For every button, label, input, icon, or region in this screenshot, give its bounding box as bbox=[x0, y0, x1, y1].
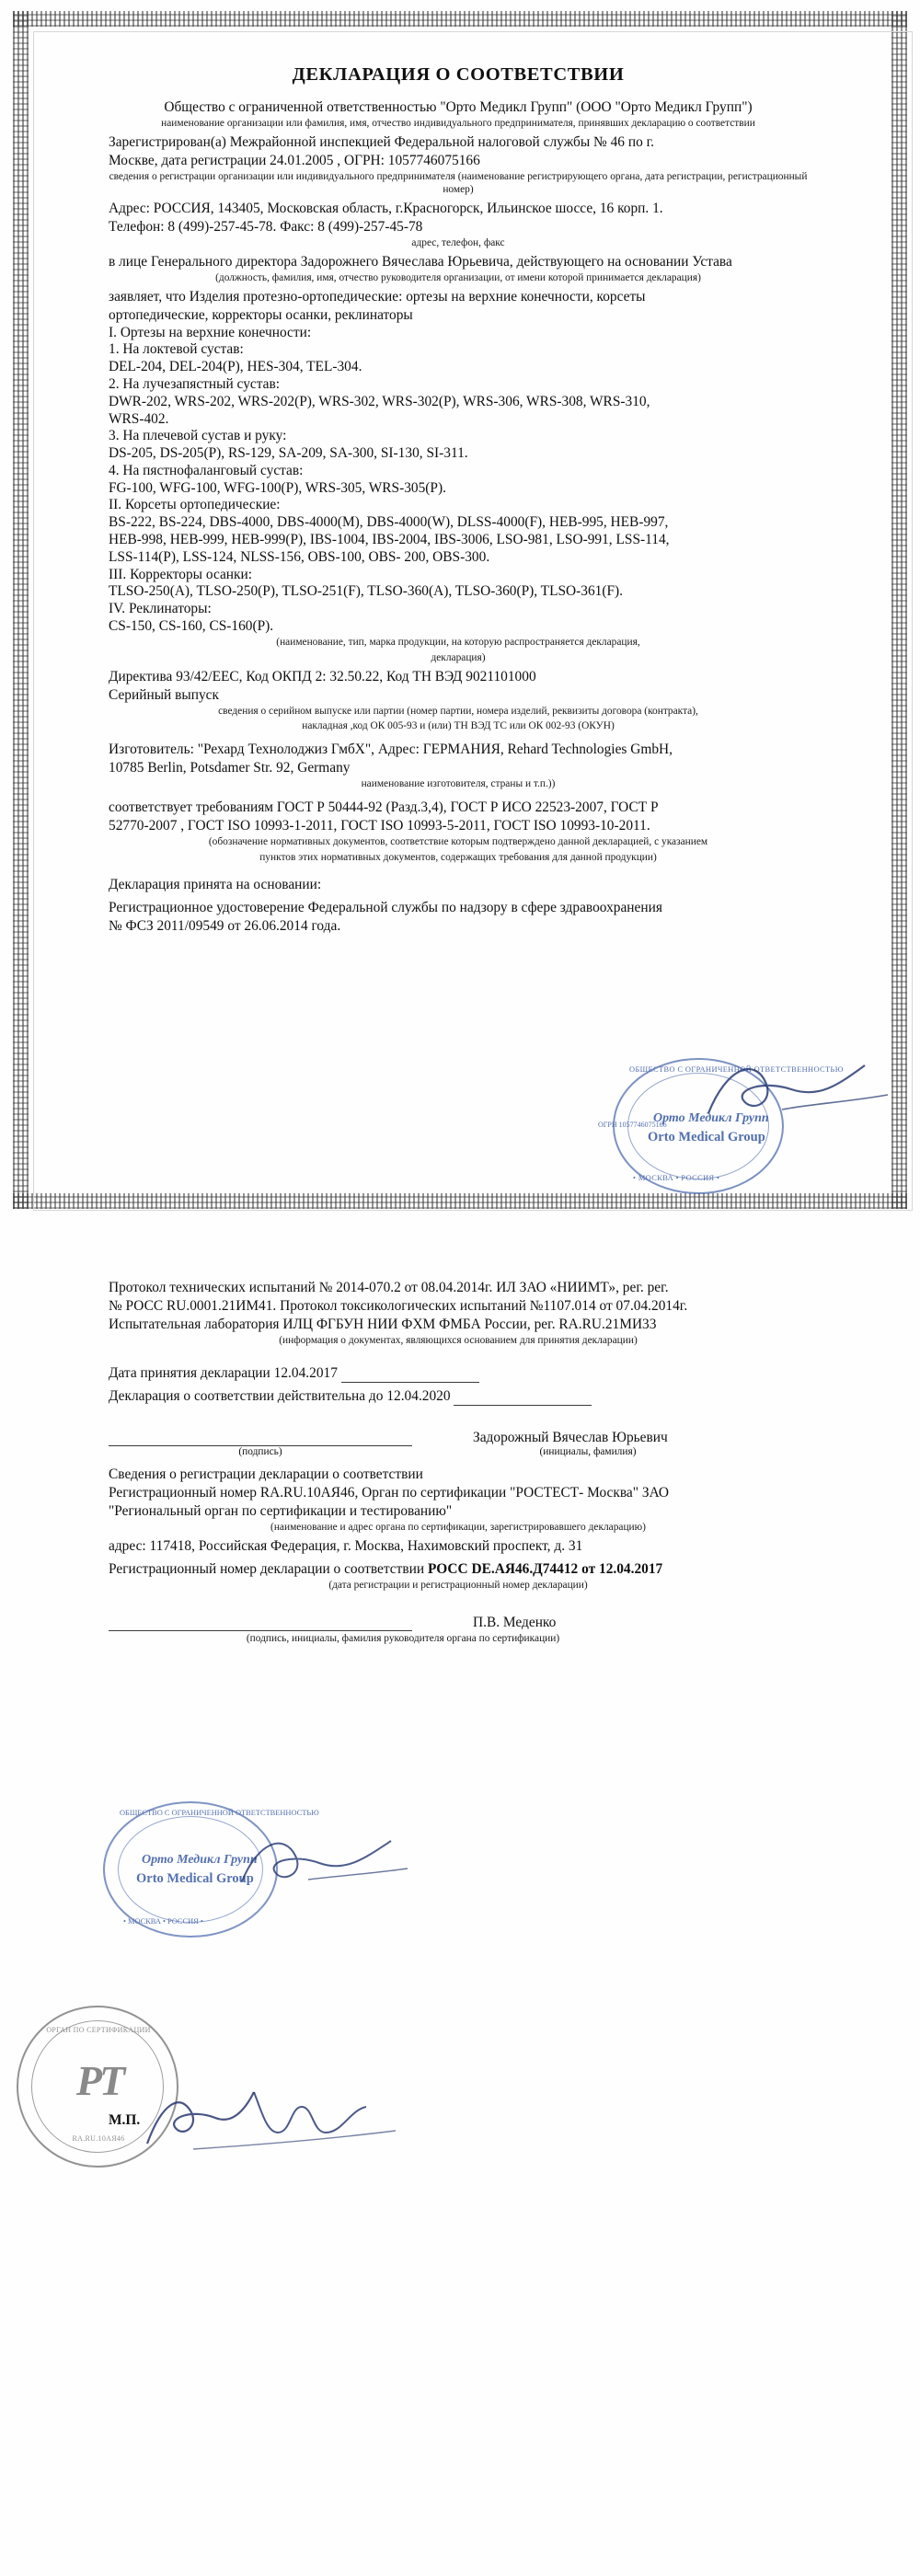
page-title: ДЕКЛАРАЦИЯ О СООТВЕТСТВИИ bbox=[292, 64, 625, 85]
representative-caption: (должность, фамилия, имя, отчество руководителя организации, от имени которой принимается декларация) bbox=[215, 271, 701, 283]
protocol-line-1: Протокол технических испытаний № 2014-070.2 от 08.04.2014г. ИЛ ЗАО «НИИМТ», рег. рег. bbox=[109, 1280, 669, 1295]
seal-inner-ring bbox=[31, 2020, 164, 2153]
accept-date-label: Дата принятия декларации bbox=[109, 1364, 270, 1381]
accept-date-rule bbox=[341, 1369, 479, 1383]
product-section-line: DWR-202, WRS-202, WRS-202(P), WRS-302, WRS-302(P), WRS-306, WRS-308, WRS-310, bbox=[109, 393, 650, 409]
seal-arc-top-text: ОБЩЕСТВО С ОГРАНИЧЕННОЙ ОТВЕТСТВЕННОСТЬЮ bbox=[629, 1065, 844, 1074]
seal-outer-ring bbox=[103, 1801, 278, 1938]
product-section-line: III. Корректоры осанки: bbox=[109, 566, 253, 582]
product-section-line: BS-222, BS-224, DBS-4000, DBS-4000(M), DBS-4000(W), DLSS-4000(F), HEB-995, HEB-997, bbox=[109, 514, 669, 531]
conformity-line-1: соответствует требованиям ГОСТ Р 50444-92 (Разд.3,4), ГОСТ Р ИСО 22523-2007, ГОСТ Р bbox=[109, 799, 659, 816]
seal-arc-bottom-text: • МОСКВА • РОССИЯ • bbox=[123, 1917, 203, 1926]
manufacturer-caption: наименование изготовителя, страны и т.п.)) bbox=[361, 778, 556, 790]
product-section-line: LSS-114(P), LSS-124, NLSS-156, OBS-100, OBS- 200, OBS-300. bbox=[109, 548, 490, 565]
seal-arc-top-text: ОБЩЕСТВО С ОГРАНИЧЕННОЙ ОТВЕТСТВЕННОСТЬЮ bbox=[120, 1809, 319, 1817]
seal-brand-line-1: Орто Медикл Групп bbox=[142, 1853, 258, 1867]
head-signature-stroke bbox=[138, 2079, 414, 2162]
address-caption: адрес, телефон, факс bbox=[411, 236, 505, 248]
reg-date-caption: (дата регистрации и регистрационный номер декларации) bbox=[328, 1579, 588, 1591]
certification-body-seal-stamp bbox=[13, 2002, 184, 2173]
reg-info-title: Сведения о регистрации декларации о соответствии bbox=[109, 1466, 423, 1482]
signature-caption: (подпись) bbox=[238, 1445, 282, 1457]
border-band-top bbox=[13, 11, 907, 27]
directive-line: Директива 93/42/ЕЕС, Код ОКПД 2: 32.50.22, Код ТН ВЭД 9021101000 bbox=[109, 668, 536, 684]
basis-line-2: № ФСЗ 2011/09549 от 26.06.2014 года. bbox=[109, 918, 341, 935]
product-section-line: CS-150, CS-160, CS-160(P). bbox=[109, 617, 274, 634]
product-section-line: DEL-204, DEL-204(P), HES-304, TEL-304. bbox=[109, 359, 362, 375]
seal-brand-line-2: Orto Medical Group bbox=[648, 1130, 765, 1144]
seal-arc-top-text: ОРГАН ПО СЕРТИФИКАЦИИ bbox=[46, 2026, 151, 2034]
signer-name: Задорожный Вячеслав Юрьевич bbox=[473, 1429, 668, 1445]
company-seal-stamp-secondary bbox=[88, 1800, 319, 1939]
signature-caption-row bbox=[109, 1446, 808, 1457]
reg-body-line-1: Регистрационный номер RA.RU.10АЯ46, Орган по сертификации "РОСТЕСТ- Москва" ЗАО bbox=[109, 1485, 670, 1501]
serial-caption-1: сведения о серийном выпуске или партии (номер партии, номера изделий, реквизиты договора (контракта), bbox=[218, 705, 698, 717]
conformity-caption-1: (обозначение нормативных документов, соответствие которым подтверждено данной декларацией, с указанием bbox=[208, 836, 708, 848]
declares-line-2: ортопедические, корректоры осанки, реклинаторы bbox=[109, 306, 413, 323]
reg-decl-label: Регистрационный номер декларации о соответствии bbox=[109, 1560, 425, 1577]
product-section-line: HEB-998, HEB-999, HEB-999(P), IBS-1004, IBS-2004, IBS-3006, LSO-981, LSO-991, LSS-114, bbox=[109, 532, 670, 548]
seal-inner-ring bbox=[118, 1816, 263, 1923]
reg-body-line-2: "Региональный орган по сертификации и тестированию" bbox=[109, 1503, 453, 1520]
accept-date-row bbox=[109, 1364, 808, 1383]
valid-until-label: Декларация о соответствии действительна до bbox=[109, 1387, 384, 1404]
seal-outer-ring bbox=[17, 2006, 178, 2168]
registration-line-1: Зарегистрирован(а) Межрайонной инспекцией Федеральной налоговой службы № 46 по г. bbox=[109, 133, 655, 150]
seal-arc-bottom-text: • МОСКВА • РОССИЯ • bbox=[633, 1174, 720, 1182]
reg-body-address: адрес: 117418, Российская Федерация, г. Москва, Нахимовский проспект, д. 31 bbox=[109, 1537, 583, 1554]
head-signature-line bbox=[109, 1629, 412, 1631]
declares-line-1: заявляет, что Изделия протезно-ортопедические: ортезы на верхние конечности, корсеты bbox=[109, 288, 646, 305]
border-band-left bbox=[13, 11, 29, 1209]
phone-line: Телефон: 8 (499)-257-45-78. Факс: 8 (499)-257-45-78 bbox=[109, 218, 423, 235]
reg-decl-row bbox=[109, 1560, 808, 1579]
product-section-line: I. Ортезы на верхние конечности: bbox=[109, 324, 312, 340]
product-section-line: TLSO-250(A), TLSO-250(P), TLSO-251(F), TLSO-360(A), TLSO-360(P), TLSO-361(F). bbox=[109, 583, 624, 600]
products-caption: (наименование, тип, марка продукции, на которую распространяется декларация, bbox=[276, 636, 640, 648]
product-section-line: 2. На лучезапястный сустав: bbox=[109, 376, 281, 392]
product-section-line: WRS-402. bbox=[109, 410, 169, 427]
head-name: П.В. Меденко bbox=[473, 1614, 557, 1630]
serial-caption-2: накладная ,код ОК 005-93 и (или) ТН ВЭД ТС или ОК 002-93 (ОКУН) bbox=[302, 720, 615, 732]
manufacturer-line-2: 10785 Berlin, Potsdamer Str. 92, Germany bbox=[109, 760, 351, 776]
basis-line-1: Регистрационное удостоверение Федеральной службы по надзору в сфере здравоохранения bbox=[109, 900, 662, 916]
signature-row bbox=[109, 1430, 808, 1446]
protocol-line-2: № РОСС RU.0001.21ИМ41. Протокол токсикологических испытаний №1107.014 от 07.04.2014г. bbox=[109, 1298, 688, 1315]
product-section-line: 1. На локтевой сустав: bbox=[109, 341, 244, 358]
declarant-name: Общество с ограниченной ответственностью "Орто Медикл Групп" (ООО "Орто Медикл Групп") bbox=[164, 99, 753, 115]
seal-brand-line-2: Orto Medical Group bbox=[136, 1871, 254, 1886]
signer-caption: (инициалы, фамилия) bbox=[539, 1445, 637, 1457]
product-section-line: 4. На пястнофаланговый сустав: bbox=[109, 462, 304, 478]
representative-line: в лице Генерального директора Задорожнего Вячеслава Юрьевича, действующего на основании Устава bbox=[109, 253, 732, 270]
seal-monogram: РТ bbox=[75, 2057, 123, 2104]
conformity-line-2: 52770-2007 , ГОСТ ISO 10993-1-2011, ГОСТ ISO 10993-5-2011, ГОСТ ISO 10993-10-2011. bbox=[109, 818, 650, 834]
registration-caption: сведения о регистрации организации или индивидуального предпринимателя (наименование регистрирующего органа, дата регистрации, регистрационный номер) bbox=[109, 170, 808, 195]
declaration-word-caption: декларация) bbox=[431, 651, 486, 663]
accept-date-value: 12.04.2017 bbox=[273, 1364, 338, 1381]
reg-decl-value: РОСС DE.АЯ46.Д74412 от 12.04.2017 bbox=[427, 1560, 663, 1577]
protocol-caption: (информация о документах, являющихся основанием для принятия декларации) bbox=[279, 1335, 638, 1347]
reg-body-caption: (наименование и адрес органа по сертификации, зарегистрировавшего декларацию) bbox=[270, 1522, 646, 1534]
lower-section bbox=[109, 1279, 808, 1649]
manufacturer-line-1: Изготовитель: "Рехард Технолоджиз ГмбХ", Адрес: ГЕРМАНИЯ, Rehard Technologies GmbH, bbox=[109, 742, 673, 758]
valid-until-row bbox=[109, 1387, 808, 1406]
registration-line-2: Москве, дата регистрации 24.01.2005 , ОГРН: 1057746075166 bbox=[109, 152, 480, 168]
basis-title: Декларация принята на основании: bbox=[109, 877, 322, 893]
serial-line: Серийный выпуск bbox=[109, 686, 219, 703]
address-line: Адрес: РОССИЯ, 143405, Московская область, г.Красногорск, Ильинское шоссе, 16 корп. 1. bbox=[109, 200, 663, 216]
mp-label: М.П. bbox=[109, 2112, 141, 2128]
director-signature-stroke-secondary bbox=[235, 1826, 419, 1900]
head-caption: (подпись, инициалы, фамилия руководителя органа по сертификации) bbox=[246, 1632, 560, 1644]
seal-brand-line-1: Орто Медикл Групп bbox=[653, 1111, 769, 1125]
product-section-line: 3. На плечевой сустав и руку: bbox=[109, 428, 287, 444]
valid-until-rule bbox=[454, 1392, 592, 1406]
seal-arc-bottom-text: RA.RU.10АЯ46 bbox=[72, 2134, 125, 2143]
seal-ogrn-text: ОГРН 1057746075166 bbox=[598, 1121, 667, 1129]
product-section-line: IV. Реклинаторы: bbox=[109, 601, 212, 617]
product-section-line: FG-100, WFG-100, WFG-100(P), WRS-305, WRS-305(P). bbox=[109, 479, 446, 496]
product-section-line: DS-205, DS-205(P), RS-129, SA-209, SA-300, SI-130, SI-311. bbox=[109, 445, 468, 462]
conformity-caption-2: пунктов этих нормативных документов, содержащих требования для данной продукции) bbox=[259, 852, 657, 864]
head-signature-row bbox=[109, 1615, 808, 1631]
declarant-caption: наименование организации или фамилия, имя, отчество индивидуального предпринимателя, принявших декларацию о соответствии bbox=[161, 118, 755, 130]
protocol-line-3: Испытательная лаборатория ИЛЦ ФГБУН НИИ ФХМ ФМБА России, рег. RA.RU.21МИ33 bbox=[109, 1317, 657, 1333]
valid-until-value: 12.04.2020 bbox=[386, 1387, 451, 1404]
document-body bbox=[109, 64, 808, 936]
product-section-line: II. Корсеты ортопедические: bbox=[109, 497, 281, 513]
